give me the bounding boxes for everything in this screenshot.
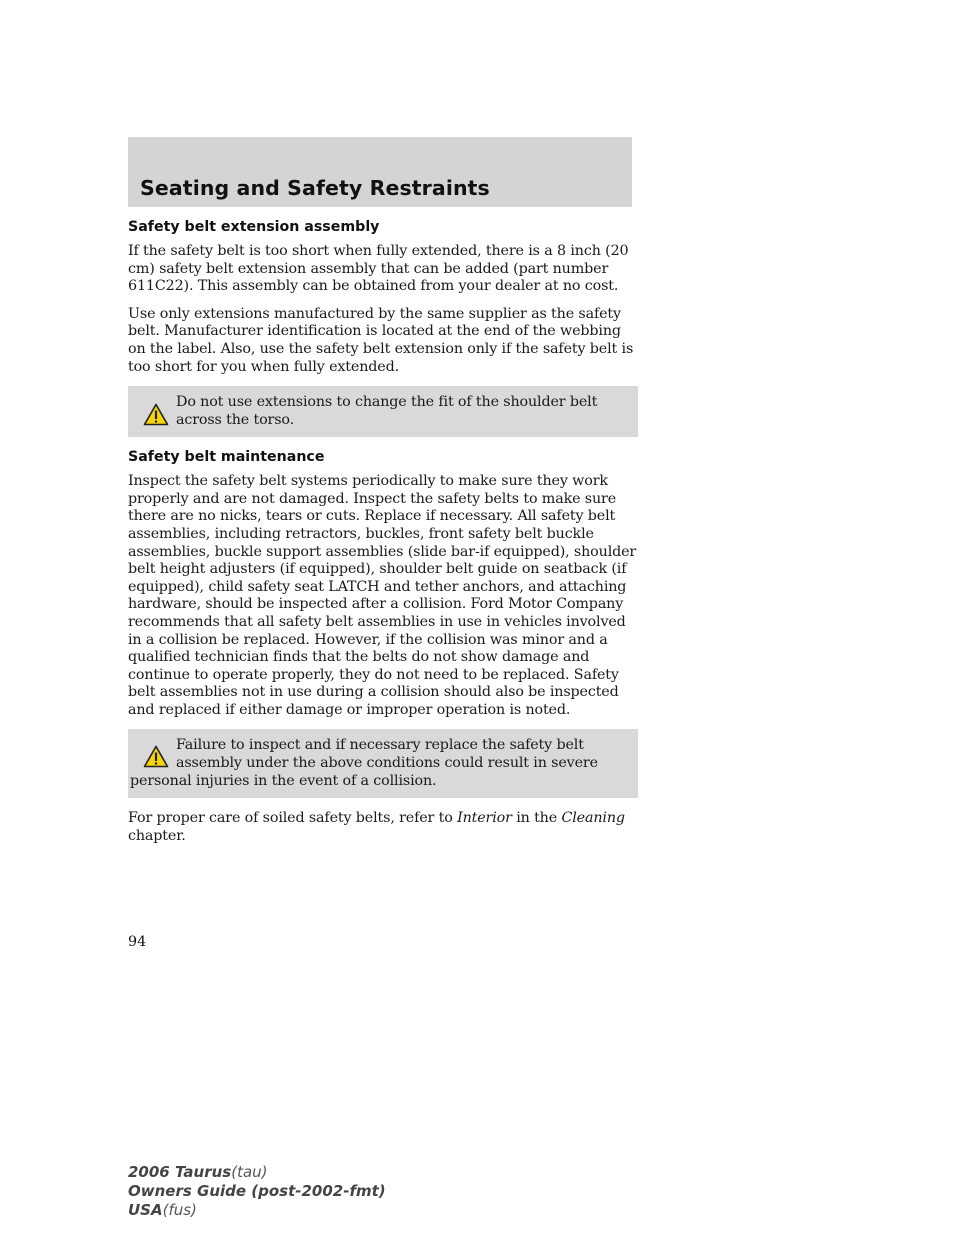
warning-text-line-3: personal injuries in the event of a collision. <box>130 772 437 789</box>
paragraph-extension-2: Use only extensions manufactured by the same supplier as the safety belt. Manufacturer identification is located at the end of the webbing on the label. Also, use the safety belt extension only if the safety belt is too short for you when fully extended. <box>128 305 634 375</box>
paragraph-care <box>128 810 638 845</box>
footer-market: USA <box>128 1201 163 1219</box>
warning-triangle-icon <box>143 745 169 768</box>
warning-text-line-1: Failure to inspect and if necessary replace the safety belt <box>176 737 584 754</box>
footer-model: 2006 Taurus <box>128 1163 232 1181</box>
care-prefix: For proper care of soiled safety belts, refer to <box>128 810 458 827</box>
footer-line-1 <box>128 1163 386 1182</box>
warning-triangle-icon <box>143 403 169 426</box>
document-footer <box>128 1163 386 1220</box>
page-title: Seating and Safety Restraints <box>140 176 490 200</box>
paragraph-maintenance-1: Inspect the safety belt systems periodically to make sure they work properly and are not damaged. Inspect the safety belts to make sure there are no nicks, tears or cuts. Replace if necessary. All safety belt assemblies, including retractors, buckles, front safety belt buckle assemblies, buckle support assemblies (slide bar-if equipped), shoulder belt height adjusters (if equipped), shoulder belt guide on seatback (if equipped), child safety seat LATCH and tether anchors, and attaching hardware, should be inspected after a collision. Ford Motor Company recommends that all safety belt assemblies in use in vehicles involved in a collision be replaced. However, if the collision was minor and a qualified technician finds that the belts do not show damage and continue to operate properly, they do not need to be replaced. Safety belt assemblies not in use during a collision should also be inspected and replaced if either damage or improper operation is noted. <box>128 473 637 718</box>
paragraph-extension-1: If the safety belt is too short when fully extended, there is a 8 inch (20 cm) safety belt extension assembly that can be added (part number 611C22). This assembly can be obtained from your dealer at no cost. <box>128 243 629 295</box>
care-reference-cleaning: Cleaning <box>561 810 625 827</box>
footer-line-2 <box>128 1182 386 1201</box>
warning-text-line-2: assembly under the above conditions could result in severe <box>176 755 598 772</box>
section-heading-extension: Safety belt extension assembly <box>128 219 380 235</box>
warning-text-extension: Do not use extensions to change the fit of the shoulder belt across the torso. <box>176 394 598 428</box>
section-heading-maintenance: Safety belt maintenance <box>128 449 325 466</box>
page-number: 94 <box>128 934 147 950</box>
footer-model-code: (tau) <box>231 1163 268 1181</box>
footer-guide: Owners Guide (post-2002-fmt) <box>128 1182 386 1200</box>
warning-box-extension <box>128 386 638 437</box>
care-middle: in the <box>511 810 562 827</box>
footer-line-3 <box>128 1201 386 1220</box>
warning-box-maintenance <box>128 729 638 798</box>
care-reference-interior: Interior <box>457 810 512 827</box>
care-suffix: chapter. <box>128 827 186 844</box>
footer-market-code: (fus) <box>162 1201 197 1219</box>
content-column <box>128 219 638 855</box>
